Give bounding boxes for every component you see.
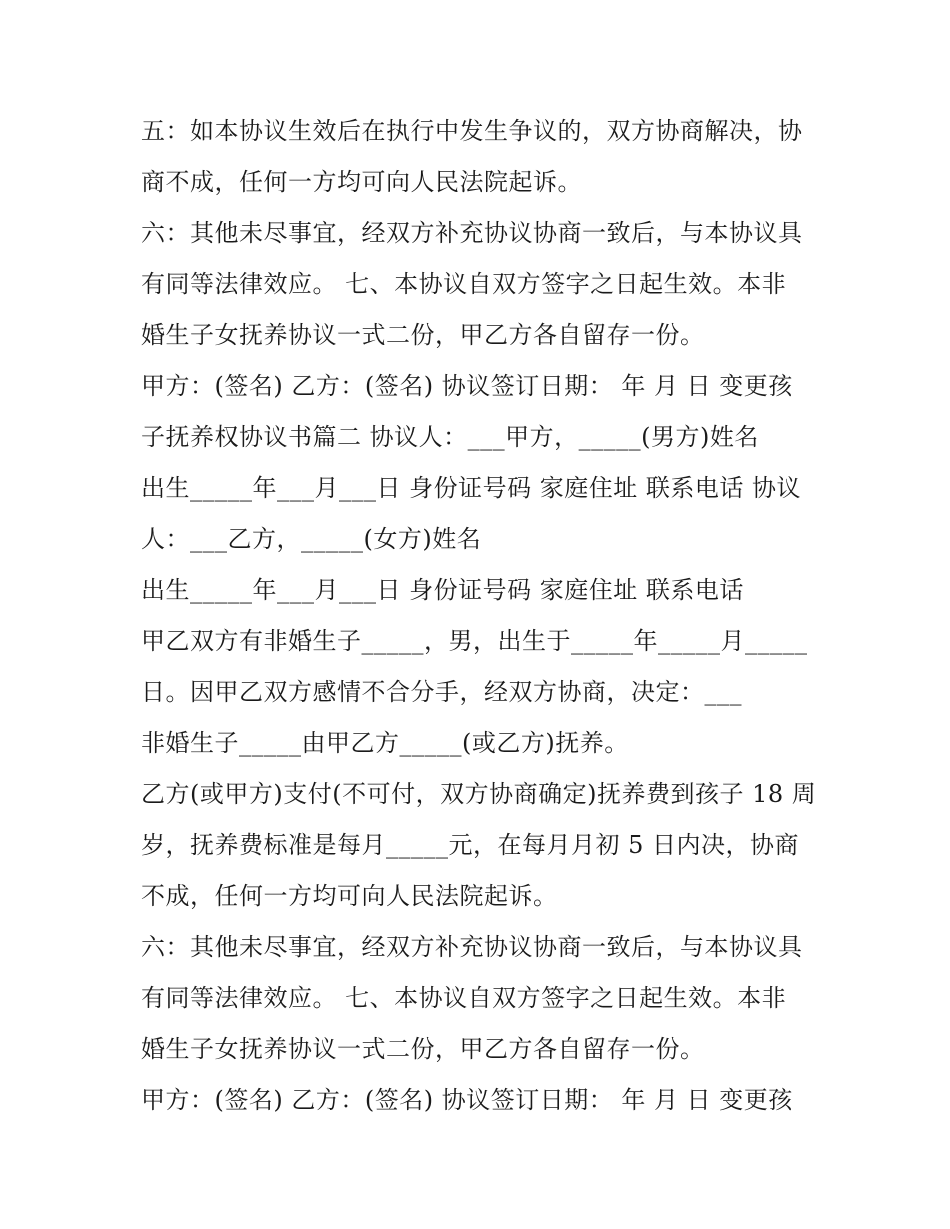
text-line: 非婚生子_____由甲乙方_____(或乙方)抚养。 (141, 729, 629, 757)
text-line: 六：其他未尽事宜，经双方补充协议协商一致后，与本协议具 (141, 219, 803, 247)
text-line: 甲方：(签名) 乙方：(签名) 协议签订日期： 年 月 日 变更孩 (141, 372, 793, 400)
text-line: 婚生子女抚养协议一式二份，甲乙方各自留存一份。 (141, 1035, 705, 1063)
document-body (141, 107, 821, 1127)
text-line: 五：如本协议生效后在执行中发生争议的，双方协商解决，协 (141, 117, 803, 145)
text-line: 有同等法律效应。 七、本协议自双方签字之日起生效。本非 (141, 270, 787, 298)
text-line: 出生_____年___月___日 身份证号码 家庭住址 联系电话 协议 (141, 474, 802, 502)
text-line: 甲乙双方有非婚生子_____，男，出生于_____年_____月_____ (141, 627, 808, 655)
text-line: 甲方：(签名) 乙方：(签名) 协议签订日期： 年 月 日 变更孩 (141, 1086, 793, 1114)
text-line: 商不成，任何一方均可向人民法院起诉。 (141, 168, 582, 196)
text-line: 婚生子女抚养协议一式二份，甲乙方各自留存一份。 (141, 321, 705, 349)
text-line: 岁，抚养费标准是每月_____元，在每月月初 5 日内决，协商 (141, 831, 800, 859)
text-line: 日。因甲乙双方感情不合分手，经双方协商，决定：___ (141, 678, 742, 706)
text-line: 有同等法律效应。 七、本协议自双方签字之日起生效。本非 (141, 984, 787, 1012)
text-line: 人：___乙方，_____(女方)姓名 (141, 525, 482, 553)
text-line: 乙方(或甲方)支付(不可付，双方协商确定)抚养费到孩子 18 周 (141, 780, 817, 808)
text-line: 出生_____年___月___日 身份证号码 家庭住址 联系电话 (141, 576, 744, 604)
text-line: 子抚养权协议书篇二 协议人：___甲方，_____(男方)姓名 (141, 423, 759, 451)
text-line: 六：其他未尽事宜，经双方补充协议协商一致后，与本协议具 (141, 933, 803, 961)
text-line: 不成，任何一方均可向人民法院起诉。 (141, 882, 558, 910)
